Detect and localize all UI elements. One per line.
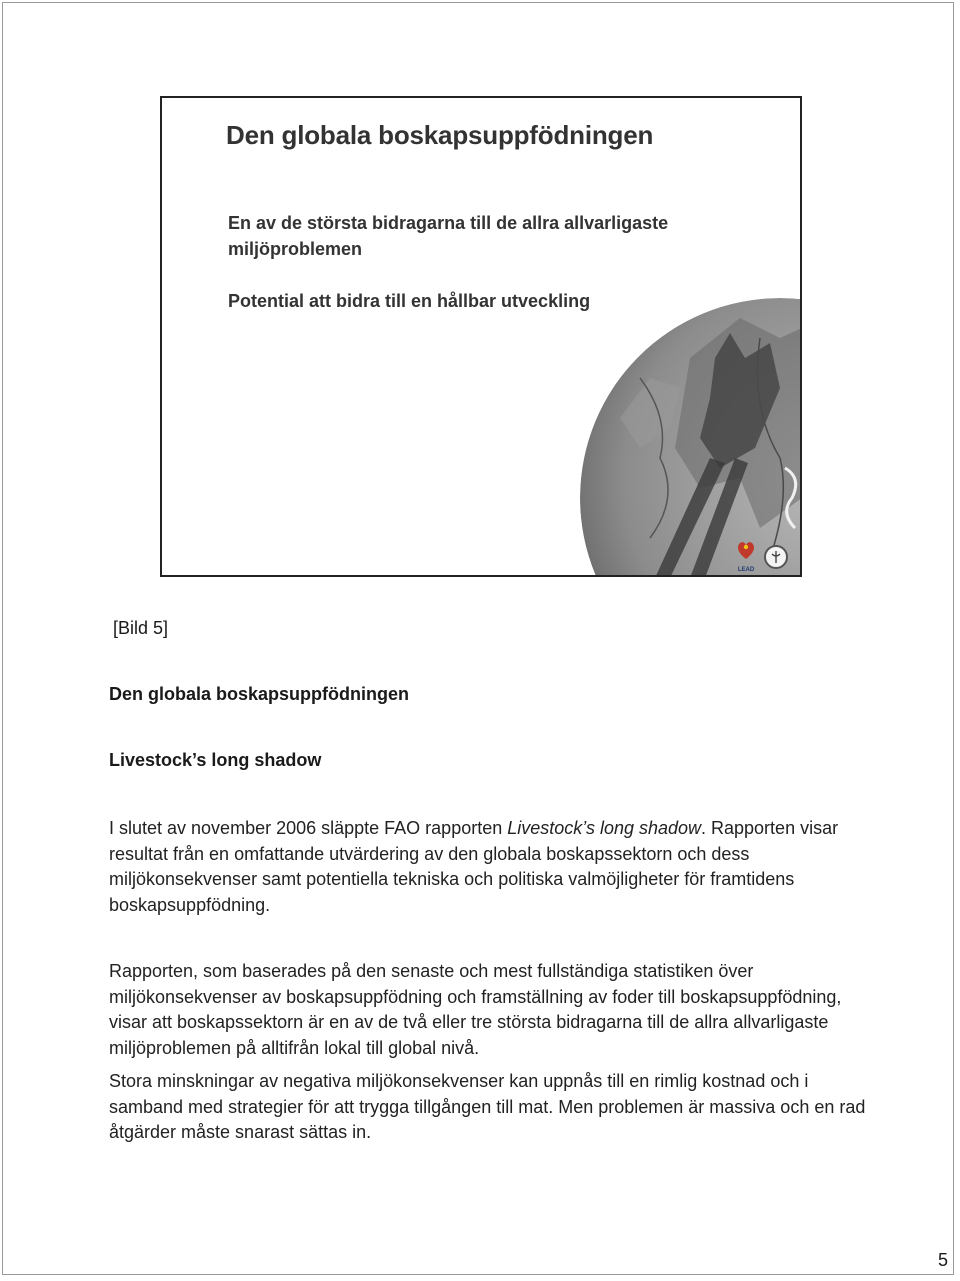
slide-thumbnail xyxy=(160,96,802,577)
fao-logo-icon xyxy=(766,547,786,567)
notes-paragraph-1 xyxy=(109,816,869,918)
globe-cow-shadow-image xyxy=(580,298,802,577)
slide-bullet-2: Potential att bidra till en hållbar utveckling xyxy=(228,291,591,311)
fao-logo xyxy=(764,545,788,569)
p1-text-before: I slutet av november 2006 släppte FAO rapporten xyxy=(109,818,508,838)
p1-report-title: Livestock’s long shadow xyxy=(507,818,702,838)
p1-text-after: . Rapporten visar resultat från en omfattande utvärdering av den globala boskapssektorn och dess miljökonsekvenser samt potentiella tekniska och politiska valmöjligheter för framtidens boskapsuppfödning. xyxy=(109,818,839,915)
slide-title: Den globala boskapsuppfödningen xyxy=(226,120,654,150)
lead-logo-text: LEAD xyxy=(737,567,755,573)
slide-bullet-1: En av de största bidragarna till de allra allvarligaste miljöproblemen xyxy=(228,213,669,259)
page-number: 5 xyxy=(937,1250,948,1270)
lead-logo xyxy=(734,539,758,573)
slide-label: [Bild 5] xyxy=(113,618,169,638)
notes-paragraph-2: Rapporten, som baserades på den senaste och mest fullständiga statistiken över miljökonsekvenser av boskapsuppfödning och framställning av foder till boskapsuppfödning, visar att boskapssektorn är en av de två eller tre största bidragarna till de allra allvarligaste miljöproblemen på alltifrån lokal till global nivå. xyxy=(109,961,842,1058)
slide-logos xyxy=(734,539,788,573)
notes-subheading: Livestock’s long shadow xyxy=(109,750,322,770)
lead-logo-icon xyxy=(734,539,758,561)
notes-heading: Den globala boskapsuppfödningen xyxy=(109,684,410,704)
notes-paragraph-3: Stora minskningar av negativa miljökonsekvenser kan uppnås till en rimlig kostnad och i samband med strategier för att trygga tillgången till mat. Men problemen är massiva och en rad åtgärder måste snarast sättas in. xyxy=(109,1071,866,1142)
